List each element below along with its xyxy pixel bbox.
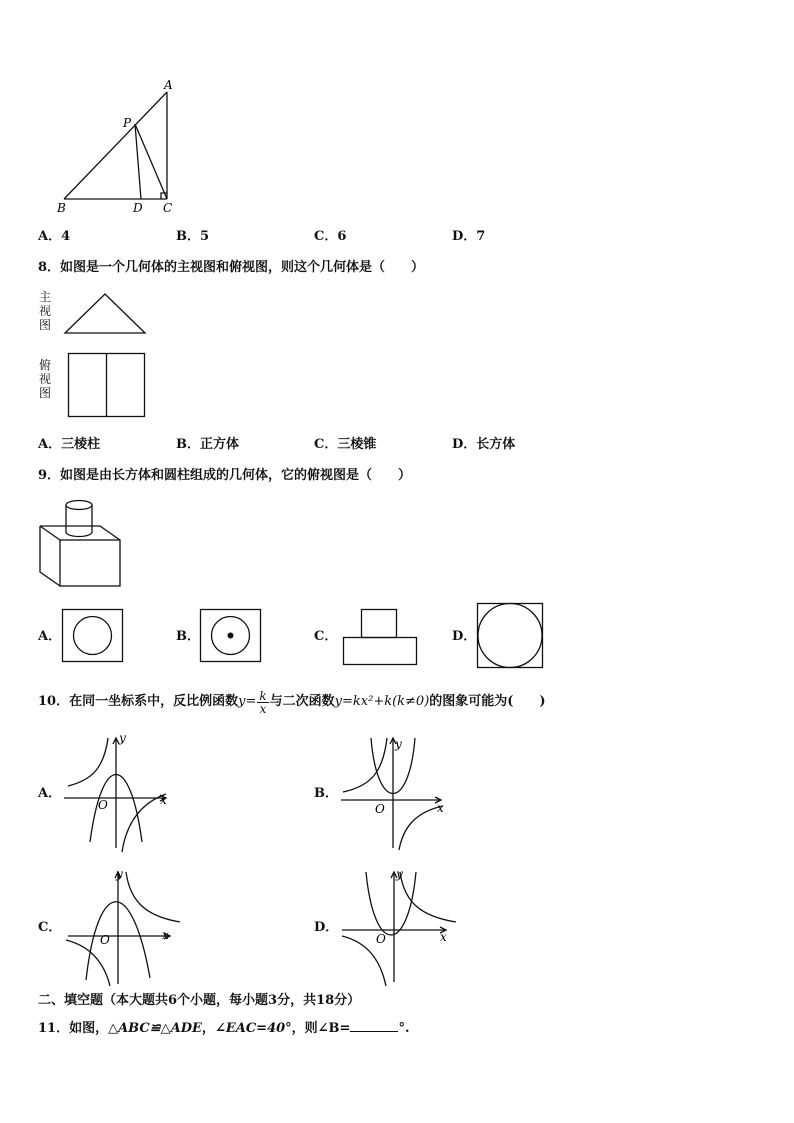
q10-frac-den: x <box>259 701 267 716</box>
segment-AB <box>64 92 167 199</box>
origin-label: O <box>98 798 108 812</box>
axis-y-label: y <box>396 867 403 881</box>
q9-option-a-figure[interactable] <box>62 609 124 663</box>
q11-stem <box>38 1019 409 1037</box>
origin-label: O <box>100 933 110 947</box>
axis-x-label: x <box>440 930 447 944</box>
hyperbola-branch <box>126 872 180 922</box>
label-C: C <box>163 201 173 215</box>
q10-option-b-graph[interactable] <box>337 732 449 856</box>
q7-option-b[interactable]: B．5 <box>176 229 210 244</box>
q10-stem-prefix: 10．在同一坐标系中，反比例函数 <box>38 694 239 709</box>
q11-angle: ∠EAC=40° <box>214 1021 292 1036</box>
q8-stem: 8．如图是一个几何体的主视图和俯视图，则这个几何体是（ ） <box>38 260 425 275</box>
axis-x-label: x <box>162 928 169 942</box>
q10-option-a-graph[interactable] <box>62 732 174 856</box>
q10-stem <box>38 682 546 722</box>
q10-option-d-label[interactable]: D． <box>314 920 339 935</box>
q9-option-a-label[interactable]: A． <box>38 629 62 644</box>
q10-frac-num: k <box>259 688 267 703</box>
q8-option-a[interactable]: A．三棱柱 <box>38 437 101 452</box>
q9-option-c-label[interactable]: C． <box>314 629 338 644</box>
front-label-char: 主 <box>38 290 51 304</box>
q11-sep: ， <box>201 1021 215 1036</box>
q10-func2: y=kx²+k(k≠0) <box>334 694 430 709</box>
label-D: D <box>133 201 143 215</box>
origin-label: O <box>376 932 386 946</box>
q7-option-a[interactable]: A．4 <box>38 229 71 244</box>
q10-option-d-graph[interactable] <box>338 866 460 988</box>
q8-front-view-label <box>38 290 52 332</box>
axis-y-label: y <box>116 867 123 881</box>
q9-solid-figure <box>38 498 122 590</box>
q8-top-view-label <box>38 358 52 400</box>
q9-option-c-figure[interactable] <box>343 609 419 666</box>
q9-option-b-figure[interactable] <box>200 609 262 663</box>
q8-option-c[interactable]: C．三棱锥 <box>314 437 377 452</box>
label-A: A <box>164 78 173 92</box>
q8-top-view-rectangle <box>68 353 146 418</box>
label-B: B <box>57 201 66 215</box>
q11-suffix: °. <box>398 1021 410 1036</box>
q11-congruence: △ABC≌△ADE <box>108 1021 202 1036</box>
origin-label: O <box>375 802 385 816</box>
q9-option-d-figure[interactable] <box>477 603 544 669</box>
axis-x-label: x <box>437 801 444 815</box>
axis-y-label: y <box>395 737 402 751</box>
q7-option-c[interactable]: C．6 <box>314 229 347 244</box>
hyperbola-branch <box>343 738 387 792</box>
q11-prefix: 11．如图， <box>38 1021 109 1036</box>
q10-option-b-label[interactable]: B． <box>314 786 338 801</box>
front-label-char: 视 <box>38 304 51 318</box>
top-label-char: 视 <box>38 372 51 386</box>
axis-x-label: x <box>160 793 167 807</box>
front-label-char: 图 <box>38 318 51 332</box>
hyperbola-branch <box>68 738 108 786</box>
q9-stem: 9．如图是由长方体和圆柱组成的几何体，它的俯视图是（ ） <box>38 468 412 483</box>
q8-option-d[interactable]: D．长方体 <box>452 437 516 452</box>
axis-y-label: y <box>119 731 126 745</box>
q10-fraction <box>257 690 268 715</box>
label-P: P <box>123 116 132 130</box>
q10-option-c-label[interactable]: C． <box>38 920 62 935</box>
q10-y: y <box>238 694 246 709</box>
q7-triangle-figure <box>55 78 185 218</box>
q8-front-view-triangle <box>64 293 146 335</box>
top-label-char: 图 <box>38 386 51 400</box>
q10-stem-mid: 与二次函数 <box>269 694 335 709</box>
q11-answer-blank[interactable] <box>350 1019 398 1032</box>
q10-option-c-graph[interactable] <box>64 866 182 988</box>
q7-option-d[interactable]: D．7 <box>452 229 486 244</box>
top-label-char: 俯 <box>38 358 51 372</box>
parabola <box>366 872 416 935</box>
q10-option-a-label[interactable]: A． <box>38 786 62 801</box>
q10-stem-suffix: 的图象可能为( ) <box>429 694 546 709</box>
q10-eq: = <box>245 694 257 709</box>
q8-option-b[interactable]: B．正方体 <box>176 437 239 452</box>
section-2-heading: 二、填空题（本大题共6个小题，每小题3分，共18分） <box>38 993 361 1008</box>
q11-mid: ，则∠B= <box>291 1021 351 1036</box>
q9-option-b-label[interactable]: B． <box>176 629 200 644</box>
q9-option-d-label[interactable]: D． <box>452 629 477 644</box>
